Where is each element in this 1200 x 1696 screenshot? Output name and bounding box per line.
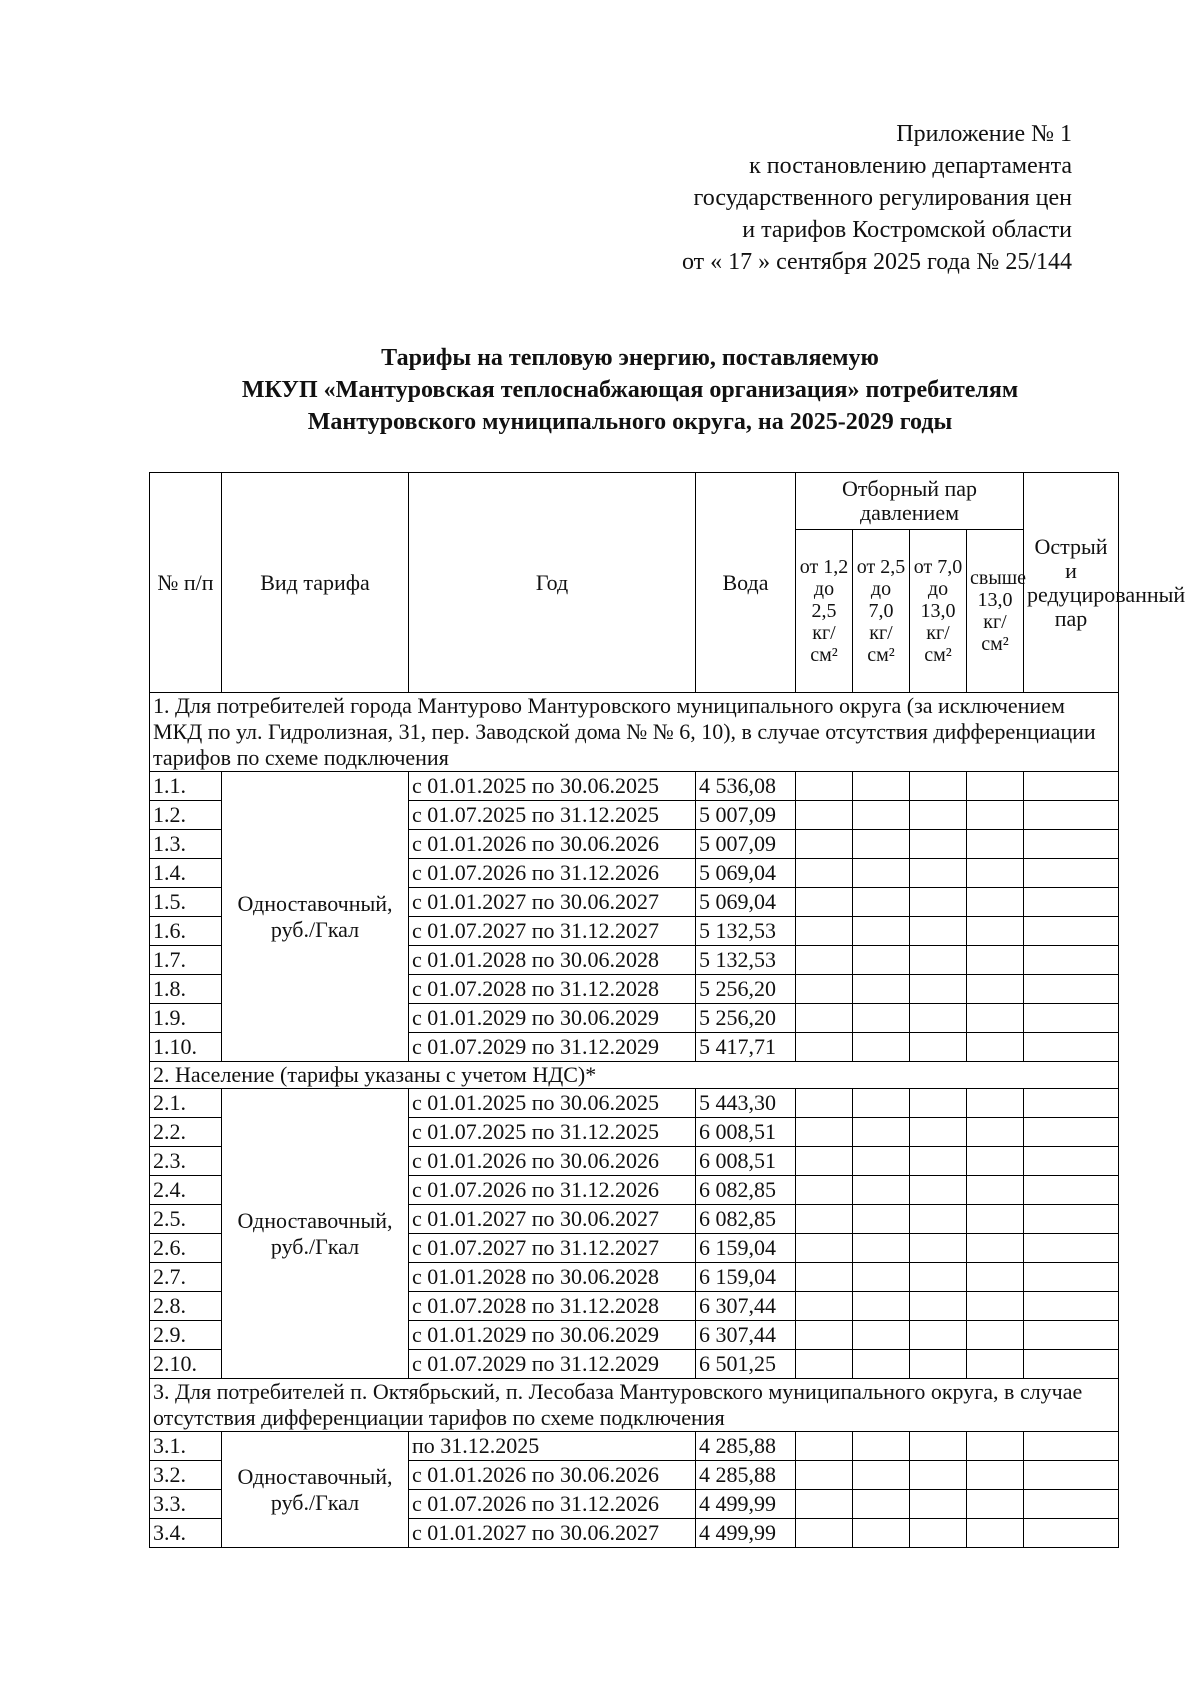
- empty-cell: [796, 1461, 853, 1490]
- empty-cell: [1024, 1461, 1119, 1490]
- row-number: 1.2.: [150, 801, 222, 830]
- empty-cell: [910, 1350, 967, 1379]
- header-water: Вода: [696, 473, 796, 693]
- row-number: 3.3.: [150, 1490, 222, 1519]
- empty-cell: [910, 1176, 967, 1205]
- empty-cell: [1024, 1033, 1119, 1062]
- empty-cell: [910, 1118, 967, 1147]
- row-number: 1.8.: [150, 975, 222, 1004]
- period-cell: с 01.01.2027 по 30.06.2027: [409, 888, 696, 917]
- row-number: 2.9.: [150, 1321, 222, 1350]
- row-number: 3.4.: [150, 1519, 222, 1548]
- empty-cell: [853, 1350, 910, 1379]
- period-cell: с 01.07.2029 по 31.12.2029: [409, 1350, 696, 1379]
- empty-cell: [1024, 1519, 1119, 1548]
- period-cell: с 01.01.2025 по 30.06.2025: [409, 1089, 696, 1118]
- empty-cell: [1024, 1004, 1119, 1033]
- period-cell: с 01.07.2027 по 31.12.2027: [409, 1234, 696, 1263]
- empty-cell: [967, 1263, 1024, 1292]
- row-number: 2.10.: [150, 1350, 222, 1379]
- empty-cell: [796, 1490, 853, 1519]
- empty-cell: [853, 1205, 910, 1234]
- header-year: Год: [409, 473, 696, 693]
- empty-cell: [910, 1461, 967, 1490]
- empty-cell: [796, 1519, 853, 1548]
- period-cell: с 01.07.2027 по 31.12.2027: [409, 917, 696, 946]
- empty-cell: [967, 946, 1024, 975]
- period-cell: с 01.07.2028 по 31.12.2028: [409, 1292, 696, 1321]
- empty-cell: [967, 1292, 1024, 1321]
- empty-cell: [1024, 1118, 1119, 1147]
- section-heading-row: [150, 1379, 1119, 1432]
- empty-cell: [967, 1350, 1024, 1379]
- empty-cell: [967, 1519, 1024, 1548]
- empty-cell: [967, 1321, 1024, 1350]
- empty-cell: [853, 1519, 910, 1548]
- empty-cell: [910, 1004, 967, 1033]
- empty-cell: [967, 1461, 1024, 1490]
- empty-cell: [1024, 975, 1119, 1004]
- row-number: 1.10.: [150, 1033, 222, 1062]
- empty-cell: [1024, 1321, 1119, 1350]
- empty-cell: [1024, 946, 1119, 975]
- empty-cell: [853, 1147, 910, 1176]
- water-value: 4 536,08: [696, 772, 796, 801]
- empty-cell: [967, 1490, 1024, 1519]
- table-row: [150, 1089, 1119, 1118]
- appendix-line: Приложение № 1: [896, 121, 1072, 147]
- empty-cell: [967, 859, 1024, 888]
- water-value: 5 443,30: [696, 1089, 796, 1118]
- empty-cell: [796, 1205, 853, 1234]
- water-value: 5 007,09: [696, 801, 796, 830]
- empty-cell: [853, 1033, 910, 1062]
- tariff-kind: Одноставочный, руб./Гкал: [222, 772, 409, 1062]
- empty-cell: [1024, 1147, 1119, 1176]
- tariff-body: [150, 693, 1119, 1548]
- water-value: 5 132,53: [696, 946, 796, 975]
- water-value: 6 008,51: [696, 1118, 796, 1147]
- header-steam-group: Отборный пар давлением: [796, 473, 1024, 530]
- period-cell: с 01.07.2025 по 31.12.2025: [409, 1118, 696, 1147]
- empty-cell: [910, 1234, 967, 1263]
- row-number: 1.3.: [150, 830, 222, 859]
- empty-cell: [967, 1089, 1024, 1118]
- row-number: 2.5.: [150, 1205, 222, 1234]
- empty-cell: [910, 975, 967, 1004]
- empty-cell: [910, 1432, 967, 1461]
- appendix-line: и тарифов Костромской области: [742, 217, 1072, 243]
- empty-cell: [1024, 1292, 1119, 1321]
- header-tariff-kind: Вид тарифа: [222, 473, 409, 693]
- water-value: 5 132,53: [696, 917, 796, 946]
- empty-cell: [853, 830, 910, 859]
- empty-cell: [967, 772, 1024, 801]
- empty-cell: [910, 1089, 967, 1118]
- empty-cell: [1024, 801, 1119, 830]
- header-sharp-steam: Острый и редуцированный пар: [1024, 473, 1119, 693]
- empty-cell: [910, 1205, 967, 1234]
- empty-cell: [1024, 1089, 1119, 1118]
- empty-cell: [853, 1234, 910, 1263]
- empty-cell: [796, 946, 853, 975]
- title-line: Мантуровского муниципального округа, на 2025-2029 годы: [307, 409, 953, 435]
- empty-cell: [967, 975, 1024, 1004]
- empty-cell: [1024, 917, 1119, 946]
- empty-cell: [796, 830, 853, 859]
- period-cell: с 01.01.2029 по 30.06.2029: [409, 1004, 696, 1033]
- empty-cell: [853, 1321, 910, 1350]
- period-cell: с 01.01.2027 по 30.06.2027: [409, 1205, 696, 1234]
- period-cell: с 01.01.2028 по 30.06.2028: [409, 1263, 696, 1292]
- section-heading: 3. Для потребителей п. Октябрьский, п. Лесобаза Мантуровского муниципального округа, в случае отсутствия дифференциации тарифов по схеме подключения: [150, 1379, 1119, 1432]
- empty-cell: [910, 772, 967, 801]
- title-line: Тарифы на тепловую энергию, поставляемую: [381, 345, 879, 371]
- period-cell: с 01.01.2026 по 30.06.2026: [409, 1147, 696, 1176]
- water-value: 4 499,99: [696, 1519, 796, 1548]
- empty-cell: [967, 1004, 1024, 1033]
- empty-cell: [853, 1004, 910, 1033]
- empty-cell: [853, 975, 910, 1004]
- empty-cell: [853, 1089, 910, 1118]
- water-value: 5 069,04: [696, 859, 796, 888]
- period-cell: с 01.01.2028 по 30.06.2028: [409, 946, 696, 975]
- empty-cell: [796, 1089, 853, 1118]
- empty-cell: [1024, 772, 1119, 801]
- empty-cell: [910, 1321, 967, 1350]
- empty-cell: [967, 1176, 1024, 1205]
- water-value: 6 307,44: [696, 1292, 796, 1321]
- empty-cell: [796, 1234, 853, 1263]
- empty-cell: [796, 1118, 853, 1147]
- empty-cell: [967, 1432, 1024, 1461]
- title-line: МКУП «Мантуровская теплоснабжающая организация» потребителям: [241, 377, 1019, 403]
- empty-cell: [1024, 1432, 1119, 1461]
- empty-cell: [796, 1432, 853, 1461]
- section-heading-row: [150, 693, 1119, 772]
- period-cell: с 01.07.2028 по 31.12.2028: [409, 975, 696, 1004]
- appendix-line: к постановлению департамента: [749, 153, 1072, 179]
- empty-cell: [967, 801, 1024, 830]
- row-number: 2.3.: [150, 1147, 222, 1176]
- row-number: 1.6.: [150, 917, 222, 946]
- water-value: 6 159,04: [696, 1234, 796, 1263]
- empty-cell: [967, 1234, 1024, 1263]
- water-value: 6 159,04: [696, 1263, 796, 1292]
- empty-cell: [796, 1321, 853, 1350]
- period-cell: с 01.01.2026 по 30.06.2026: [409, 1461, 696, 1490]
- empty-cell: [910, 1292, 967, 1321]
- water-value: 4 499,99: [696, 1490, 796, 1519]
- empty-cell: [853, 946, 910, 975]
- empty-cell: [853, 1432, 910, 1461]
- empty-cell: [910, 801, 967, 830]
- empty-cell: [853, 1176, 910, 1205]
- tariff-kind: Одноставочный, руб./Гкал: [222, 1432, 409, 1548]
- period-cell: с 01.07.2025 по 31.12.2025: [409, 801, 696, 830]
- empty-cell: [910, 917, 967, 946]
- water-value: 6 082,85: [696, 1176, 796, 1205]
- empty-cell: [853, 801, 910, 830]
- empty-cell: [853, 1292, 910, 1321]
- empty-cell: [910, 830, 967, 859]
- empty-cell: [967, 830, 1024, 859]
- empty-cell: [853, 1118, 910, 1147]
- empty-cell: [1024, 888, 1119, 917]
- empty-cell: [796, 1176, 853, 1205]
- tariff-kind: Одноставочный, руб./Гкал: [222, 1089, 409, 1379]
- empty-cell: [796, 1263, 853, 1292]
- period-cell: с 01.01.2025 по 30.06.2025: [409, 772, 696, 801]
- empty-cell: [796, 975, 853, 1004]
- empty-cell: [910, 859, 967, 888]
- empty-cell: [796, 859, 853, 888]
- empty-cell: [967, 917, 1024, 946]
- empty-cell: [967, 888, 1024, 917]
- row-number: 1.4.: [150, 859, 222, 888]
- empty-cell: [910, 1519, 967, 1548]
- row-number: 1.7.: [150, 946, 222, 975]
- empty-cell: [967, 1033, 1024, 1062]
- row-number: 1.9.: [150, 1004, 222, 1033]
- empty-cell: [853, 859, 910, 888]
- empty-cell: [1024, 1263, 1119, 1292]
- header-pressure-4: свыше 13,0 кг/см²: [967, 530, 1024, 693]
- empty-cell: [910, 1147, 967, 1176]
- period-cell: с 01.01.2026 по 30.06.2026: [409, 830, 696, 859]
- water-value: 6 082,85: [696, 1205, 796, 1234]
- empty-cell: [796, 1004, 853, 1033]
- empty-cell: [853, 917, 910, 946]
- empty-cell: [853, 1461, 910, 1490]
- empty-cell: [796, 1292, 853, 1321]
- header-pressure-3: от 7,0 до 13,0 кг/см²: [910, 530, 967, 693]
- empty-cell: [1024, 1490, 1119, 1519]
- empty-cell: [1024, 1350, 1119, 1379]
- empty-cell: [853, 772, 910, 801]
- row-number: 1.5.: [150, 888, 222, 917]
- section-heading: 2. Население (тарифы указаны с учетом НДС)*: [150, 1062, 1119, 1089]
- empty-cell: [910, 946, 967, 975]
- water-value: 5 256,20: [696, 975, 796, 1004]
- period-cell: с 01.07.2026 по 31.12.2026: [409, 1176, 696, 1205]
- period-cell: по 31.12.2025: [409, 1432, 696, 1461]
- row-number: 2.4.: [150, 1176, 222, 1205]
- water-value: 6 008,51: [696, 1147, 796, 1176]
- empty-cell: [1024, 859, 1119, 888]
- empty-cell: [910, 1033, 967, 1062]
- empty-cell: [796, 917, 853, 946]
- water-value: 5 069,04: [696, 888, 796, 917]
- document-title: [150, 342, 1110, 438]
- empty-cell: [796, 1033, 853, 1062]
- header-number: № п/п: [150, 473, 222, 693]
- period-cell: с 01.01.2029 по 30.06.2029: [409, 1321, 696, 1350]
- row-number: 2.2.: [150, 1118, 222, 1147]
- row-number: 2.6.: [150, 1234, 222, 1263]
- water-value: 4 285,88: [696, 1461, 796, 1490]
- period-cell: с 01.07.2026 по 31.12.2026: [409, 1490, 696, 1519]
- row-number: 3.1.: [150, 1432, 222, 1461]
- empty-cell: [910, 888, 967, 917]
- water-value: 5 007,09: [696, 830, 796, 859]
- empty-cell: [967, 1118, 1024, 1147]
- water-value: 5 256,20: [696, 1004, 796, 1033]
- period-cell: с 01.01.2027 по 30.06.2027: [409, 1519, 696, 1548]
- table-row: [150, 1432, 1119, 1461]
- empty-cell: [796, 888, 853, 917]
- appendix-line: от « 17 » сентября 2025 года № 25/144: [681, 249, 1072, 275]
- empty-cell: [910, 1490, 967, 1519]
- empty-cell: [910, 1263, 967, 1292]
- period-cell: с 01.07.2029 по 31.12.2029: [409, 1033, 696, 1062]
- header-pressure-1: от 1,2 до 2,5 кг/см²: [796, 530, 853, 693]
- empty-cell: [967, 1205, 1024, 1234]
- empty-cell: [1024, 1234, 1119, 1263]
- empty-cell: [853, 888, 910, 917]
- empty-cell: [796, 801, 853, 830]
- row-number: 2.1.: [150, 1089, 222, 1118]
- water-value: 6 501,25: [696, 1350, 796, 1379]
- appendix-line: государственного регулирования цен: [693, 185, 1072, 211]
- empty-cell: [1024, 1176, 1119, 1205]
- empty-cell: [853, 1490, 910, 1519]
- section-heading-row: [150, 1062, 1119, 1089]
- empty-cell: [796, 1147, 853, 1176]
- row-number: 2.7.: [150, 1263, 222, 1292]
- section-heading: 1. Для потребителей города Мантурово Мантуровского муниципального округа (за исключением МКД по ул. Гидролизная, 31, пер. Заводской дома № № 6, 10), в случае отсутствия дифференциации тарифов по схеме подключения: [150, 693, 1119, 772]
- water-value: 6 307,44: [696, 1321, 796, 1350]
- row-number: 2.8.: [150, 1292, 222, 1321]
- row-number: 1.1.: [150, 772, 222, 801]
- header-pressure-2: от 2,5 до 7,0 кг/см²: [853, 530, 910, 693]
- period-cell: с 01.07.2026 по 31.12.2026: [409, 859, 696, 888]
- empty-cell: [1024, 830, 1119, 859]
- empty-cell: [853, 1263, 910, 1292]
- row-number: 3.2.: [150, 1461, 222, 1490]
- water-value: 4 285,88: [696, 1432, 796, 1461]
- water-value: 5 417,71: [696, 1033, 796, 1062]
- appendix-block: [512, 118, 1072, 278]
- tariff-table: [149, 472, 1186, 1548]
- empty-cell: [796, 1350, 853, 1379]
- table-row: [150, 772, 1119, 801]
- empty-cell: [1024, 1205, 1119, 1234]
- empty-cell: [967, 1147, 1024, 1176]
- empty-cell: [796, 772, 853, 801]
